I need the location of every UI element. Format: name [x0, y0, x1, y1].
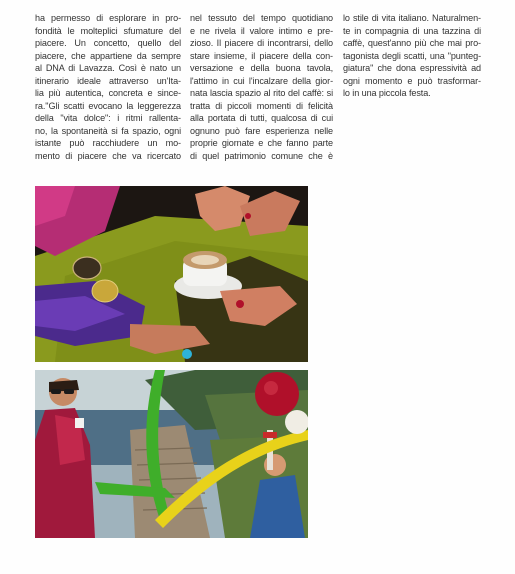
text-line: istante può racchiudere un mo- — [35, 138, 181, 149]
photo-lake-balloons — [35, 370, 308, 538]
text-line: stare insieme, il piacere della con- — [190, 50, 333, 61]
text-line: nel tessuto del tempo quotidiano — [190, 13, 333, 23]
text-line: zioso. Il piacere di incontrarsi, dello — [190, 38, 333, 49]
text-line: di quel patrimonio comune che è — [190, 151, 333, 162]
text-line: giatura" che dona espressività ad — [343, 63, 481, 74]
text-line: della "vita dolce": i ritmi rallenta- — [35, 113, 181, 124]
lake-balloons-illustration — [35, 370, 308, 538]
text-line: tagonista degli scatti, una "punteg- — [343, 50, 481, 61]
text-line: te in compagnia di una tazzina di — [343, 25, 481, 36]
text-line: nata lascia spazio al rito del caffè: si — [190, 88, 333, 99]
photo-coffee-hands — [35, 186, 308, 362]
text-line: proprie giornate e che fanno parte — [190, 138, 333, 149]
text-line: alla portata di tutti, qualcosa di cui — [190, 113, 333, 124]
text-line: versazione e della buona tavola, — [190, 63, 333, 74]
text-line: lo stile di vita italiano. Naturalmen- — [343, 13, 481, 23]
text-column-1 — [35, 12, 181, 163]
text-line: e ne rivela il valore intimo e pre- — [190, 25, 333, 36]
text-line: mento di piacere che va ricercato — [35, 151, 181, 162]
text-line: no, la spontaneità si fa spazio, ogni — [35, 125, 181, 136]
text-line: lo in una piccola festa. — [343, 88, 431, 99]
text-line: lia più autentica, concreta e since- — [35, 88, 181, 99]
text-line: piacere. Un concetto, quello del — [35, 38, 181, 49]
text-line: caffè, quest'anno più che mai pro- — [343, 38, 481, 49]
text-line: l'attimo in cui l'incalzare della gior- — [190, 75, 333, 86]
text-line: itinerario ideale attraverso un'Ita- — [35, 75, 181, 86]
text-line: fondità le molteplici sfumature del — [35, 25, 181, 36]
text-line: tratta di piccoli momenti di felicità — [190, 100, 333, 111]
text-line: ha permesso di esplorare in pro- — [35, 13, 181, 23]
text-column-3 — [343, 12, 481, 100]
text-column-2 — [190, 12, 333, 163]
text-line: al DNA di Lavazza. Così è nato un — [35, 63, 181, 74]
text-line: ra."Gli scatti evocano la leggerezza — [35, 100, 181, 111]
text-line: ogni momento e può trasformar- — [343, 75, 481, 86]
text-line: ognuno può fare esperienza nelle — [190, 125, 333, 136]
text-line: piacere, che appartiene da sempre — [35, 50, 181, 61]
coffee-hands-illustration — [35, 186, 308, 362]
